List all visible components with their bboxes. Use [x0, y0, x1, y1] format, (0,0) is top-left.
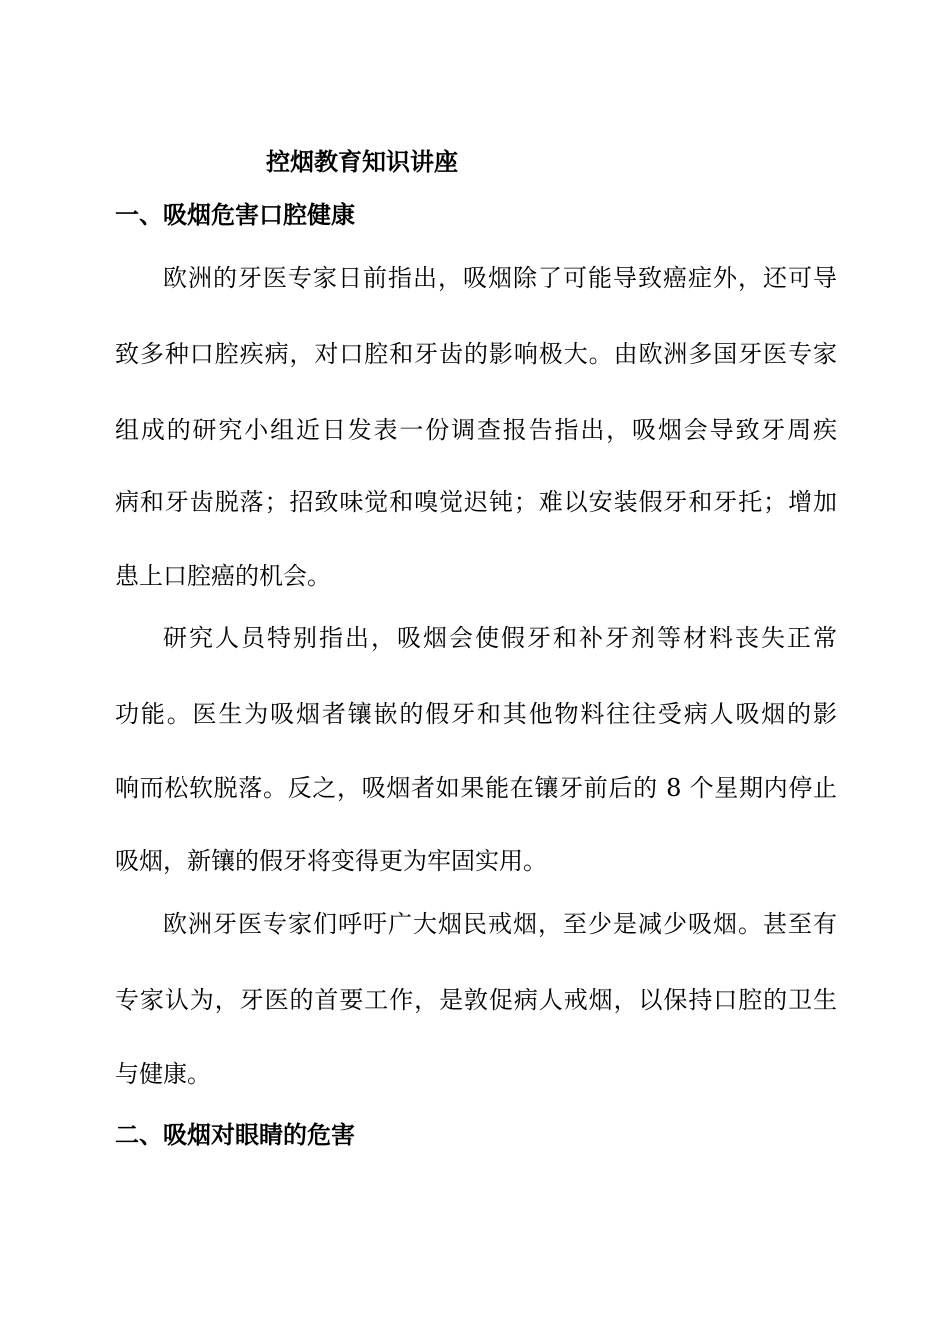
paragraph-line: 欧洲牙医专家们呼吁广大烟民戒烟，至少是减少吸烟。甚至有	[163, 910, 837, 938]
paragraph-line: 组成的研究小组近日发表一份调查报告指出，吸烟会导致牙周疾	[115, 416, 837, 444]
paragraph-line: 研究人员特别指出，吸烟会使假牙和补牙剂等材料丧失正常	[163, 624, 837, 652]
paragraph-line: 功能。医生为吸烟者镶嵌的假牙和其他物料往往受病人吸烟的影	[115, 700, 837, 728]
paragraph-line: 患上口腔癌的机会。	[115, 562, 331, 590]
section-heading-oral-health: 一、吸烟危害口腔健康	[115, 200, 355, 229]
section-heading-eye-harm: 二、吸烟对眼睛的危害	[115, 1120, 355, 1149]
paragraph-line: 专家认为，牙医的首要工作，是敦促病人戒烟，以保持口腔的卫生	[115, 986, 837, 1014]
paragraph-line: 病和牙齿脱落；招致味觉和嗅觉迟钝；难以安装假牙和牙托；增加	[115, 488, 837, 516]
document-title: 控烟教育知识讲座	[266, 147, 458, 176]
paragraph-line: 欧洲的牙医专家日前指出，吸烟除了可能导致癌症外，还可导	[163, 264, 837, 292]
paragraph-line: 吸烟，新镶的假牙将变得更为牢固实用。	[115, 847, 547, 875]
paragraph-line: 与健康。	[115, 1060, 211, 1088]
paragraph-line: 响而松软脱落。反之，吸烟者如果能在镶牙前后的 8 个星期内停止	[115, 774, 837, 802]
paragraph-line: 致多种口腔疾病，对口腔和牙齿的影响极大。由欧洲多国牙医专家	[115, 340, 837, 368]
